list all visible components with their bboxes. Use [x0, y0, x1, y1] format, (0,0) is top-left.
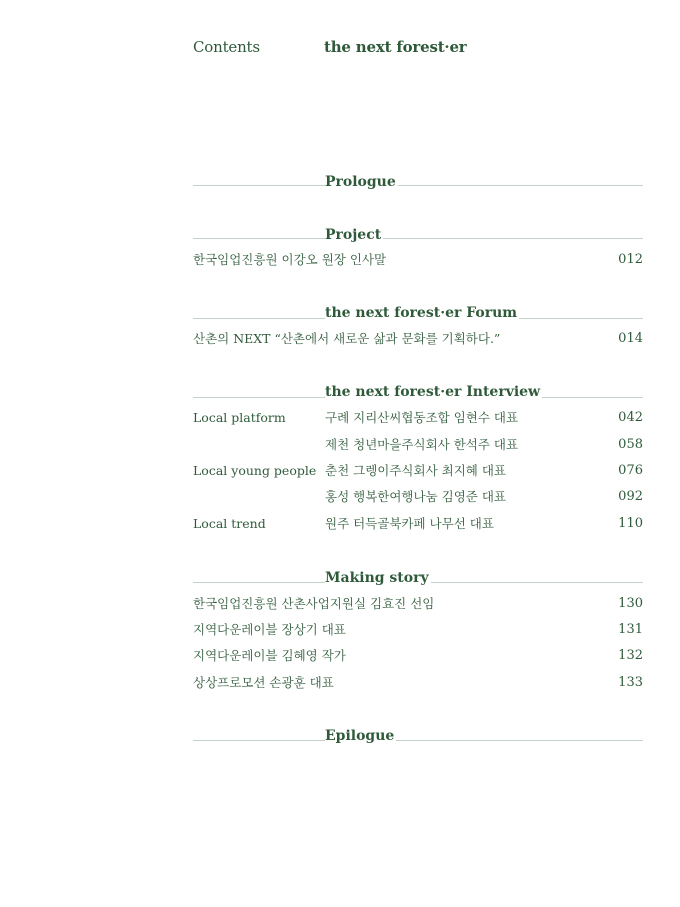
toc-page-number: 132: [618, 648, 643, 663]
toc-entry-title: 지역다운레이블 김혜영 작가: [193, 648, 346, 663]
section-title-forum: the next forest·er Forum: [325, 305, 518, 321]
toc-entry[interactable]: [193, 647, 643, 665]
toc-entry-title: 한국임업진흥원 이강오 원장 인사말: [193, 252, 387, 267]
toc-category: Local trend: [193, 516, 266, 531]
toc-page-number: 042: [618, 410, 643, 425]
magazine-title: the next forest·er: [324, 38, 467, 56]
section-title-epilogue: Epilogue: [325, 728, 395, 744]
toc-entry[interactable]: [193, 409, 643, 427]
toc-entry-title: 제천 청년마을주식회사 한석주 대표: [325, 437, 519, 452]
toc-entry-title: 상상프로모션 손광훈 대표: [193, 675, 334, 690]
toc-entry[interactable]: [193, 436, 643, 454]
contents-label: Contents: [193, 38, 260, 56]
toc-page-number: 130: [618, 596, 643, 611]
toc-entry[interactable]: [193, 330, 643, 348]
toc-entry-title: 산촌의 NEXT “산촌에서 새로운 삶과 문화를 기획하다.”: [193, 331, 501, 346]
toc-entry[interactable]: [193, 462, 643, 480]
toc-entry-title: 한국임업진흥원 산촌사업지원실 김효진 선임: [193, 596, 435, 611]
toc-entry-title: 원주 터득골북카페 나무선 대표: [325, 516, 494, 531]
toc-page-number: 012: [618, 252, 643, 267]
toc-entry[interactable]: [193, 621, 643, 639]
toc-entry[interactable]: [193, 595, 643, 613]
toc-entry[interactable]: [193, 515, 643, 533]
section-title-prologue: Prologue: [325, 174, 396, 190]
toc-entry-title: 춘천 그렝이주식회사 최지혜 대표: [325, 463, 506, 478]
toc-entry[interactable]: [193, 488, 643, 506]
section-divider: [193, 740, 643, 741]
toc-entry[interactable]: [193, 674, 643, 692]
toc-page-number: 092: [618, 489, 643, 504]
toc-page-number: 058: [618, 437, 643, 452]
toc-entry[interactable]: [193, 251, 643, 269]
section-title-interview: the next forest·er Interview: [325, 384, 541, 400]
toc-category: Local platform: [193, 410, 286, 425]
section-title-making-story: Making story: [325, 570, 429, 586]
toc-page-number: 110: [618, 516, 643, 531]
toc-entry-title: 홍성 행복한여행나눔 김영준 대표: [325, 489, 506, 504]
toc-category: Local young people: [193, 463, 317, 478]
toc-page-number: 014: [618, 331, 643, 346]
section-title-project: Project: [325, 227, 382, 243]
section-divider: [193, 185, 643, 186]
toc-entry-title: 구례 지리산씨협동조합 임현수 대표: [325, 410, 519, 425]
toc-page-number: 133: [618, 675, 643, 690]
toc-page-number: 076: [618, 463, 643, 478]
toc-entry-title: 지역다운레이블 장상기 대표: [193, 622, 346, 637]
section-divider: [193, 238, 643, 239]
toc-page-number: 131: [618, 622, 643, 637]
